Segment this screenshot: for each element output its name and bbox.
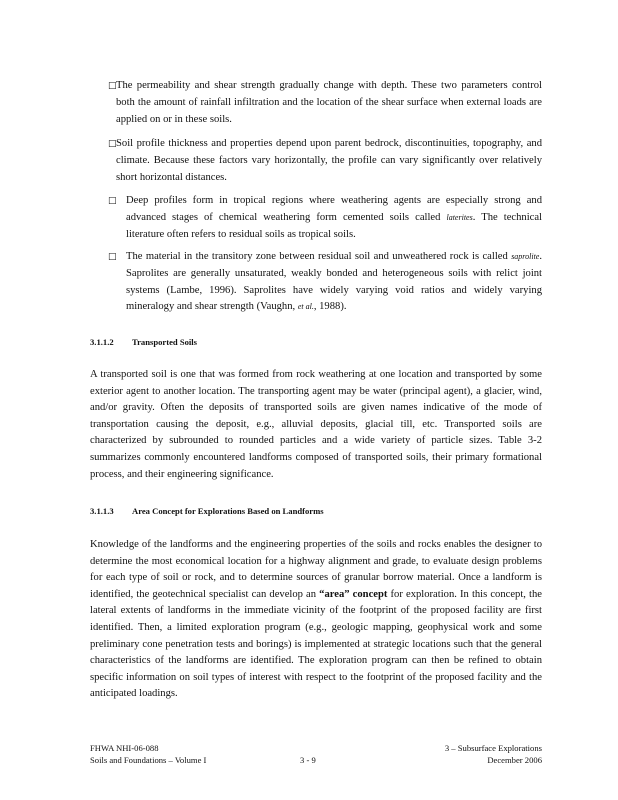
bullet-item [108, 249, 542, 316]
italic-term: saprolite [511, 252, 540, 261]
body-paragraph: Knowledge of the landforms and the engineering properties of the soils and rocks enables the designer to determine the most economical location for a highway alignment and grade, to evaluate design problems for each type of soil or rock, and to determine sources of granular borrow material. Once a landform is identified, the geotechnical specialist can develop an “area” concept for exploration. In this concept, the lateral extents of landforms in the immediate vicinity of the footprint of the proposed facility are first identified. Then, a limited exploration program (e.g., geologic mapping, geophysical work and some preliminary cone penetration tests and borings) is implemented at strategic locations such that the general characteristics of the landforms are identified. The exploration program can then be refined to obtain specific information on soil types of interest with respect to the footprint of the proposed facility and the anticipated loadings. [90, 539, 543, 700]
footer-page-number: 3 - 9 [300, 755, 316, 765]
italic-term: laterites [446, 212, 473, 222]
bullet-item [108, 193, 542, 243]
bullet-item [108, 78, 542, 128]
footer-chapter: 3 – Subsurface Explorations [444, 743, 542, 753]
bullet-text: The permeability and shear strength gradually change with depth. These two parameters control both the amount of rainfall infiltration and the location of the shear surface when external loads are applied on or in these soils. [116, 80, 542, 125]
bullet-box-icon: □ [108, 196, 117, 206]
bullet-box-icon: □ [108, 139, 117, 149]
bold-term: “area” concept [319, 588, 388, 600]
bullet-box-icon: □ [108, 252, 117, 262]
footer-date: December 2006 [487, 755, 542, 765]
footer-doc-id: FHWA NHI-06-088 [90, 743, 159, 753]
italic-et-al: et al. [297, 302, 314, 312]
section-number: 3.1.1.3 [90, 506, 114, 516]
bullet-text: Deep profiles form in tropical regions where weathering agents are especially strong and advanced stages of chemical weathering form cemented soils called laterites. The technical literature often refers to residual soils as tropical soils. [126, 195, 542, 240]
section-number: 3.1.1.2 [90, 337, 114, 347]
section-heading [90, 337, 197, 347]
section-title: Transported Soils [132, 337, 198, 347]
bullet-text: The material in the transitory zone between residual soil and unweathered rock is called saprolite. Saprolites are generally unsaturated, weakly bonded and heterogeneous soils with relict joint systems (Lambe, 1996). Saprolites have widely varying void ratios and widely varying mineralogy and shear strength (Vaughn, et al., 1988). [126, 251, 542, 313]
section-heading [90, 506, 324, 516]
section-title: Area Concept for Explorations Based on Landforms [132, 506, 324, 516]
bullet-item [108, 136, 542, 186]
footer-left [90, 742, 206, 766]
body-paragraph: A transported soil is one that was formed from rock weathering at one location and transported by some exterior agent to another location. The transporting agent may be water (principal agent), a glacier, wind, and/or gravity. Often the deposits of transported soils are given names indicative of the mode of transportation causing the deposit, e.g., alluvial deposits, glacial till, etc. Transported soils are characterized by subrounded to rounded particles and a wide variety of particle sizes. Table 3-2 summarizes commonly encountered landforms composed of transported soils, their primary formational process, and their engineering significance. [90, 369, 542, 480]
bullet-text: Soil profile thickness and properties depend upon parent bedrock, discontinuities, topography, and climate. Because these factors vary horizontally, the profile can vary significantly over relatively short horizontal distances. [116, 138, 542, 183]
bullet-box-icon: □ [108, 81, 117, 91]
footer-manual: Soils and Foundations – Volume I [90, 755, 207, 765]
footer-right [445, 742, 542, 766]
